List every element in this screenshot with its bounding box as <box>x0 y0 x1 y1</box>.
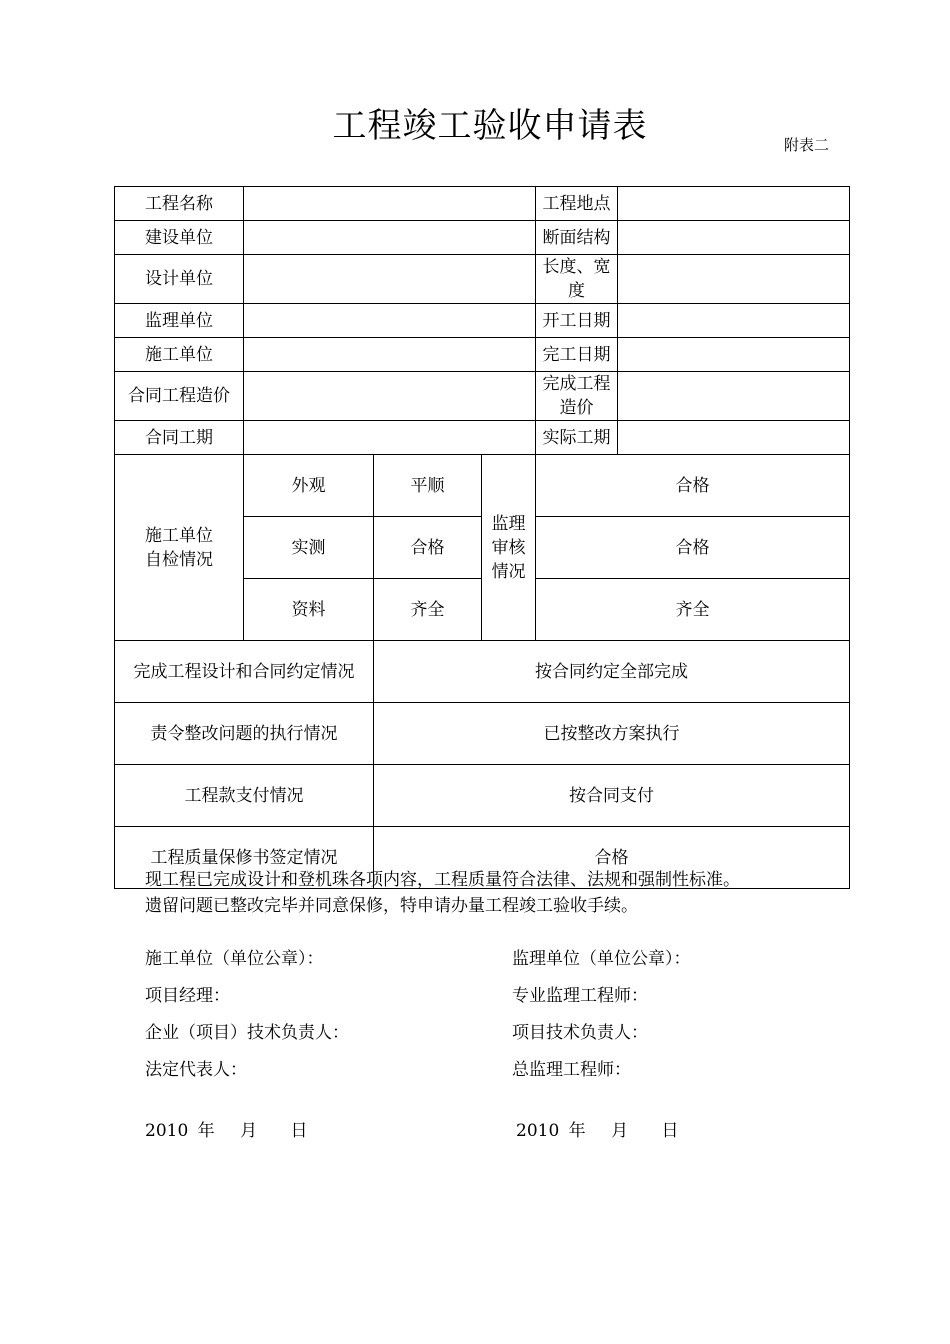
acceptance-form-table <box>114 186 850 889</box>
info-label: 完成工程造价 <box>536 372 618 421</box>
status-row <box>115 703 850 765</box>
info-label: 实际工期 <box>536 421 618 455</box>
info-label: 监理单位 <box>115 304 244 338</box>
signature-line: 总监理工程师： <box>512 1060 631 1080</box>
status-value: 按合同约定全部完成 <box>374 641 850 703</box>
info-value-field[interactable] <box>618 255 850 304</box>
declaration-line: 遗留问题已整改完毕并同意保修，特申请办量工程竣工验收手续。 <box>145 896 638 916</box>
info-label: 工程地点 <box>536 187 618 221</box>
date-month-unit: 月 <box>240 1121 258 1141</box>
supervisor-date <box>516 1116 678 1141</box>
info-value-field[interactable] <box>244 255 536 304</box>
info-label: 建设单位 <box>115 221 244 255</box>
signature-line: 项目经理： <box>145 986 230 1006</box>
date-year: 2010 <box>145 1121 189 1141</box>
info-label: 完工日期 <box>536 338 618 372</box>
status-value: 合格 <box>374 827 850 889</box>
self-check-result: 合格 <box>374 517 482 579</box>
contractor-signatures <box>145 947 349 1095</box>
supervision-label <box>482 455 536 641</box>
supervision-label-line: 监理 <box>491 513 526 534</box>
declaration-text <box>145 867 740 919</box>
info-value-field[interactable] <box>244 304 536 338</box>
info-row <box>115 304 850 338</box>
info-label: 施工单位 <box>115 338 244 372</box>
check-item: 外观 <box>244 455 374 517</box>
status-label: 完成工程设计和合同约定情况 <box>115 641 374 703</box>
info-row <box>115 372 850 421</box>
status-row <box>115 641 850 703</box>
date-month-unit: 月 <box>611 1121 629 1141</box>
annex-label: 附表二 <box>784 136 830 154</box>
date-year-unit: 年 <box>568 1121 586 1141</box>
info-value-field[interactable] <box>618 372 850 421</box>
self-check-label <box>115 455 244 641</box>
info-value-field[interactable] <box>244 421 536 455</box>
supervisor-signatures <box>512 947 691 1095</box>
info-value-field[interactable] <box>244 338 536 372</box>
page-title: 工程竣工验收申请表 <box>332 106 648 146</box>
date-day-unit: 日 <box>290 1121 308 1141</box>
signature-line: 专业监理工程师： <box>512 986 648 1006</box>
info-label: 断面结构 <box>536 221 618 255</box>
info-label: 合同工程造价 <box>115 372 244 421</box>
signature-line: 施工单位（单位公章）： <box>145 949 324 969</box>
info-row <box>115 421 850 455</box>
status-value: 按合同支付 <box>374 765 850 827</box>
info-value-field[interactable] <box>244 372 536 421</box>
date-day-unit: 日 <box>661 1121 679 1141</box>
info-value-field[interactable] <box>618 221 850 255</box>
signature-line: 法定代表人： <box>145 1060 247 1080</box>
info-value-field[interactable] <box>618 338 850 372</box>
self-check-label-line: 施工单位 <box>145 525 213 546</box>
info-row <box>115 187 850 221</box>
status-label: 工程质量保修书签定情况 <box>115 827 374 889</box>
info-value-field[interactable] <box>618 304 850 338</box>
info-label: 合同工期 <box>115 421 244 455</box>
self-check-row <box>115 455 850 517</box>
info-label: 长度、宽度 <box>536 255 618 304</box>
supervision-result: 合格 <box>536 517 850 579</box>
status-row <box>115 765 850 827</box>
self-check-label-line: 自检情况 <box>145 549 213 570</box>
info-row <box>115 338 850 372</box>
info-value-field[interactable] <box>618 421 850 455</box>
self-check-result: 齐全 <box>374 579 482 641</box>
contractor-date <box>145 1116 307 1141</box>
supervision-result: 合格 <box>536 455 850 517</box>
status-label: 工程款支付情况 <box>115 765 374 827</box>
supervision-result: 齐全 <box>536 579 850 641</box>
signature-line: 监理单位（单位公章）： <box>512 949 691 969</box>
info-row <box>115 221 850 255</box>
check-item: 实测 <box>244 517 374 579</box>
status-value: 已按整改方案执行 <box>374 703 850 765</box>
info-label: 设计单位 <box>115 255 244 304</box>
info-value-field[interactable] <box>618 187 850 221</box>
check-item: 资料 <box>244 579 374 641</box>
info-label: 开工日期 <box>536 304 618 338</box>
date-year-unit: 年 <box>197 1121 215 1141</box>
supervision-label-line: 审核 <box>491 537 526 558</box>
status-label: 责令整改问题的执行情况 <box>115 703 374 765</box>
declaration-line: 现工程已完成设计和登机珠各项内容，工程质量符合法律、法规和强制性标准。 <box>145 870 740 890</box>
info-label: 工程名称 <box>115 187 244 221</box>
supervision-label-line: 情况 <box>491 561 526 582</box>
date-year: 2010 <box>516 1121 560 1141</box>
signature-line: 企业（项目）技术负责人： <box>145 1023 349 1043</box>
info-value-field[interactable] <box>244 221 536 255</box>
signature-line: 项目技术负责人： <box>512 1023 648 1043</box>
info-value-field[interactable] <box>244 187 536 221</box>
info-row <box>115 255 850 304</box>
self-check-result: 平顺 <box>374 455 482 517</box>
